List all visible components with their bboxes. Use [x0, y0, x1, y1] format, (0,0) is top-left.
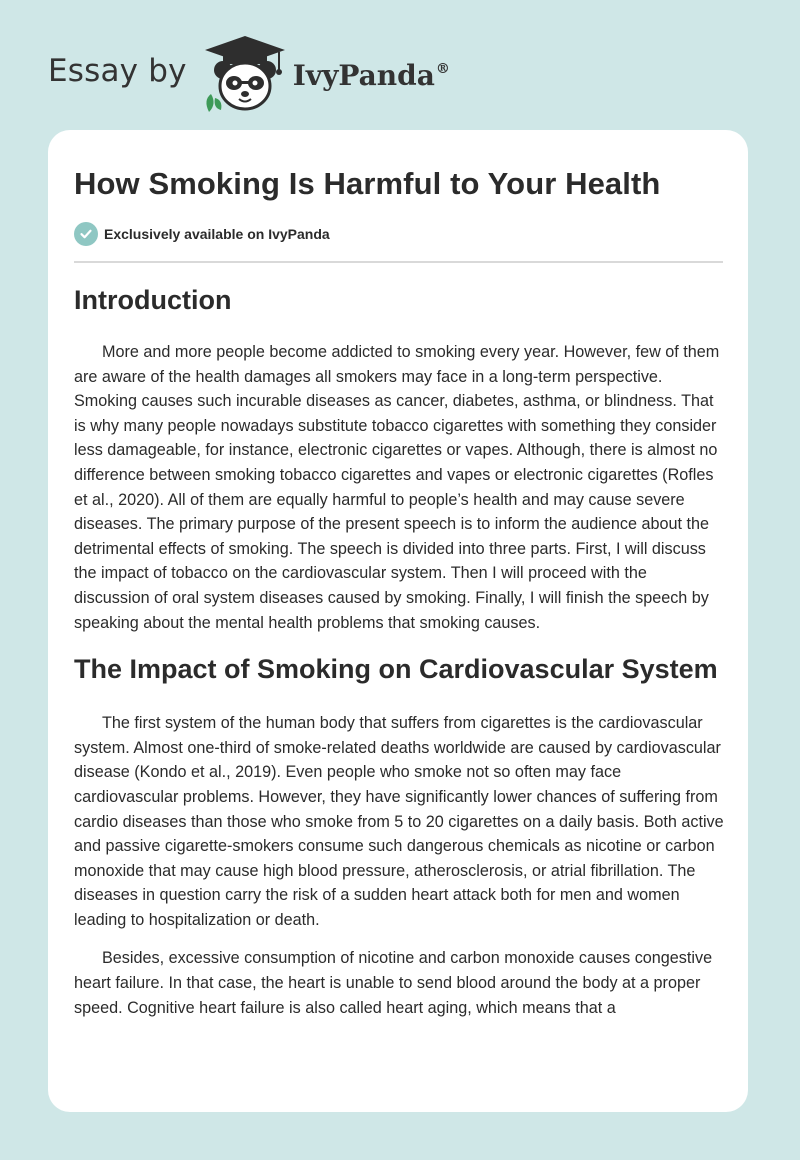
brand-name[interactable]: IvyPanda®: [292, 58, 450, 92]
section-cardiovascular: [74, 649, 726, 1020]
check-circle-icon: [74, 222, 98, 246]
brand-prefix: Essay by: [48, 53, 187, 89]
article-body: [74, 280, 726, 1020]
exclusive-label: Exclusively available on IvyPanda: [104, 226, 330, 242]
section-heading: The Impact of Smoking on Cardiovascular System: [74, 654, 718, 685]
section-heading: Introduction: [74, 285, 232, 315]
paragraph: The first system of the human body that suffers from cigarettes is the cardiovascular system. Almost one-third of smoke-related deaths worldwide are caused by cardiovascular disease (Kondo et al., 2019). Even people who smoke not so often may face cardiovascular problems. However, they have significantly lower chances of suffering from cardio diseases than those who smoke from 5 to 20 cigarettes on a daily basis. Both active and passive cigarette-smokers consume such dangerous chemicals as nicotine or carbon monoxide that may cause high blood pressure, atherosclerosis, or atrial fibrillation. The diseases in question carry the risk of a sudden heart attack both for men and women leading to hospitalization or death.: [74, 714, 724, 929]
panda-graduate-logo-icon[interactable]: [201, 34, 289, 114]
site-header: [48, 34, 450, 114]
paragraph: Besides, excessive consumption of nicotine and carbon monoxide causes congestive heart failure. In that case, the heart is unable to send blood around the body at a proper speed. Cognitive heart failure is also called heart aging, which means that a: [74, 949, 713, 1017]
registered-mark: ®: [435, 60, 450, 77]
exclusive-badge: [74, 222, 330, 246]
page-title: How Smoking Is Harmful to Your Health: [74, 166, 661, 201]
essay-card: [48, 130, 748, 1112]
section-introduction: [74, 280, 726, 635]
paragraph: More and more people become addicted to smoking every year. However, few of them are aware of the health damages all smokers may face in a long-term perspective. Smoking causes such incurable diseases as cancer, diabetes, asthma, or blindness. That is why many people nowadays substitute tobacco cigarettes with something they consider less damageable, for instance, electronic cigarettes or vapes. Although, there is almost no difference between smoking tobacco cigarettes and vapes or electronic cigarettes (Rofles et al., 2020). All of them are equally harmful to people’s health and may cause severe diseases. The primary purpose of the present speech is to inform the audience about the detrimental effects of smoking. The speech is divided into three parts. First, I will discuss the impact of tobacco on the cardiovascular system. Then I will proceed with the discussion of oral system diseases caused by smoking. Finally, I will finish the speech by speaking about the mental health problems that smoking causes.: [74, 343, 720, 632]
divider: [74, 261, 723, 263]
